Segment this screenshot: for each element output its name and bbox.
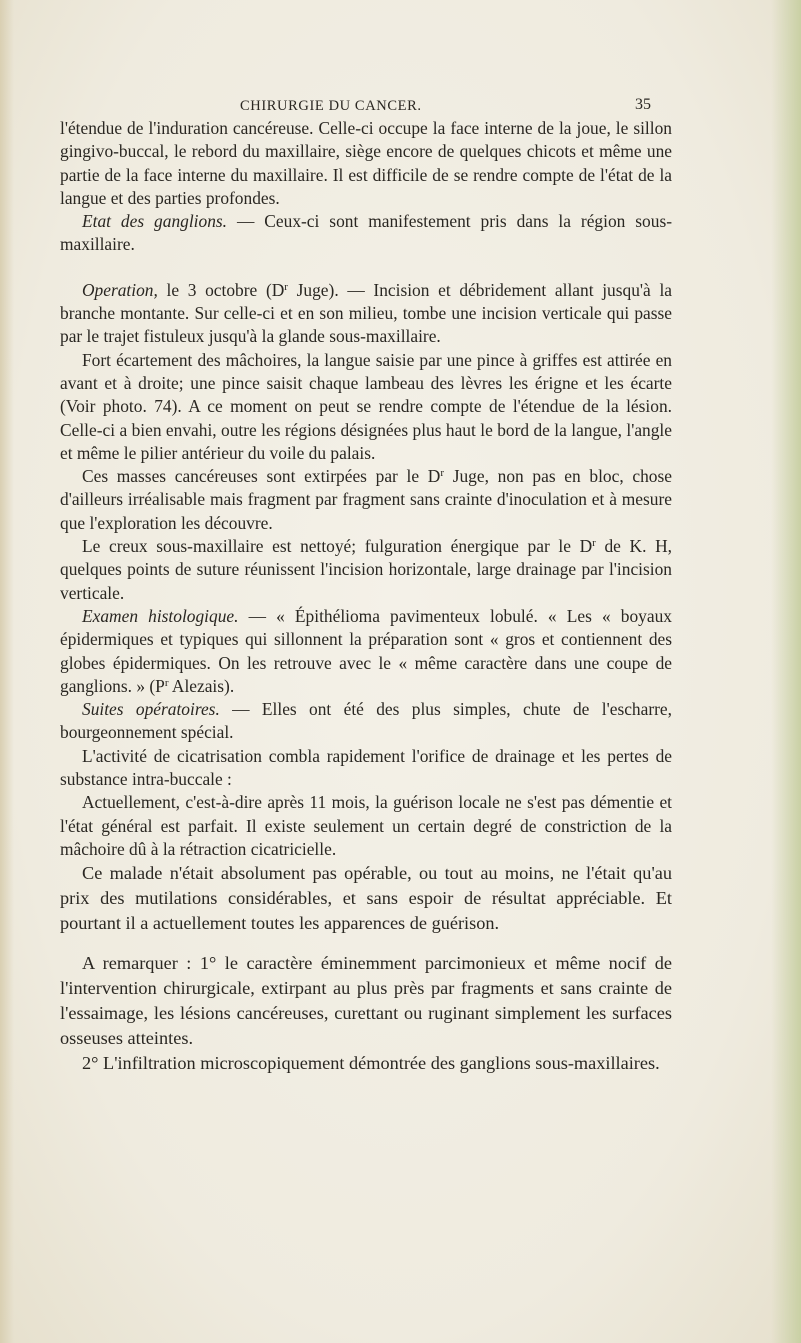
paragraph-infiltration: 2° L'infiltration microscopiquement démontrée des ganglions sous-maxillaires. (82, 1052, 660, 1073)
paragraph-masses: Ces masses cancéreuses sont extirpées par le $D^r$ Juge, non pas en bloc, chose d'ailleurs irréalisable mais fragment par fragment sans crainte d'inoculation et à mesure que l'exploration les découvre. (60, 466, 672, 533)
paragraph-malade: Ce malade n'était absolument pas opérable, ou tout au moins, ne l'était qu'au prix des mutilations considérables, et sans espoir de résultat appréciable. Et pourtant il a actuellement toutes les apparences de guérison. (60, 863, 672, 934)
section-heading: Suites opératoires. (82, 699, 220, 720)
running-head: CHIRURGIE DU CANCER. (240, 98, 422, 114)
paragraph-etat-ganglions: Etat des ganglions. — Ceux-ci sont manifestement pris dans la région sous-maxillaire. (60, 211, 673, 255)
body-text (60, 117, 672, 1075)
paragraph-cicatrisation: L'activité de cicatrisation combla rapidement l'orifice de drainage et les pertes de substance intra-buccale : (60, 745, 672, 790)
page-edge-shadow-right (771, 0, 801, 1343)
section-heading: Operation, (82, 279, 158, 300)
paragraph-creux: Le creux sous-maxillaire est nettoyé; fulguration énergique par le $D^r$ de K. H, quelques points de suture réunissent l'incision horizontale, large drainage par l'incision verticale. (60, 536, 672, 603)
paragraph-operation: Operation, le 3 octobre ($D^r$ Juge). — Incision et débridement allant jusqu'à la branche montante. Sur celle-ci et en son milieu, tombe une incision verticale qui passe par le trajet fistuleux jusqu'à la glande sous-maxillaire. (60, 279, 672, 347)
page-edge-shadow-left (0, 0, 14, 1343)
paragraph-actuellement: Actuellement, c'est-à-dire après 11 mois, la guérison locale ne s'est pas démentie et l'état général est parfait. Il existe seulement un certain degré de constriction de la mâchoire dû à la rétraction cicatricielle. (60, 792, 672, 859)
section-heading: Etat des ganglions. (82, 211, 228, 232)
paragraph-examen: Examen histologique. — « Épithélioma pavimenteux lobulé. « Les « boyaux épidermiques et typiques qui sillonnent la préparation sont « gros et contiennent des globes épidermiques. On les retrouve avec le « même caractère dans une coupe de ganglions. » ($P^r$ Alezais). (60, 605, 672, 696)
section-heading: Examen histologique. (82, 605, 239, 626)
paragraph-induration: l'étendue de l'induration cancéreuse. Celle-ci occupe la face interne de la joue, le sillon gingivo-buccal, le rebord du maxillaire, siège encore de quelques chicots et même une partie de la face interne du maxillaire. Il est difficile de se rendre compte de l'état de la langue et des parties profondes. (60, 118, 672, 208)
paragraph-suites: Suites opératoires. — Elles ont été des plus simples, chute de l'escharre, bourgeonnement spécial. (60, 699, 672, 743)
paragraph-remarquer: A remarquer : 1° le caractère éminemment parcimonieux et même nocif de l'intervention chirurgicale, extirpant au plus près par fragments et sans crainte de l'essaimage, les lésions cancéreuses, curettant ou ruginant simplement les surfaces osseuses atteintes. (60, 952, 672, 1048)
page-number: 35 (635, 96, 651, 113)
paragraph-ecartement: Fort écartement des mâchoires, la langue saisie par une pince à griffes est attirée en avant et à droite; une pince saisit chaque lambeau des lèvres les érigne et les écarte (Voir photo. 74). A ce moment on peut se rendre compte de l'étendue de la lésion. Celle-ci a bien envahi, outre les régions désignées plus haut le bord de la langue, l'angle et même le pilier antérieur du voile du palais. (60, 349, 672, 463)
